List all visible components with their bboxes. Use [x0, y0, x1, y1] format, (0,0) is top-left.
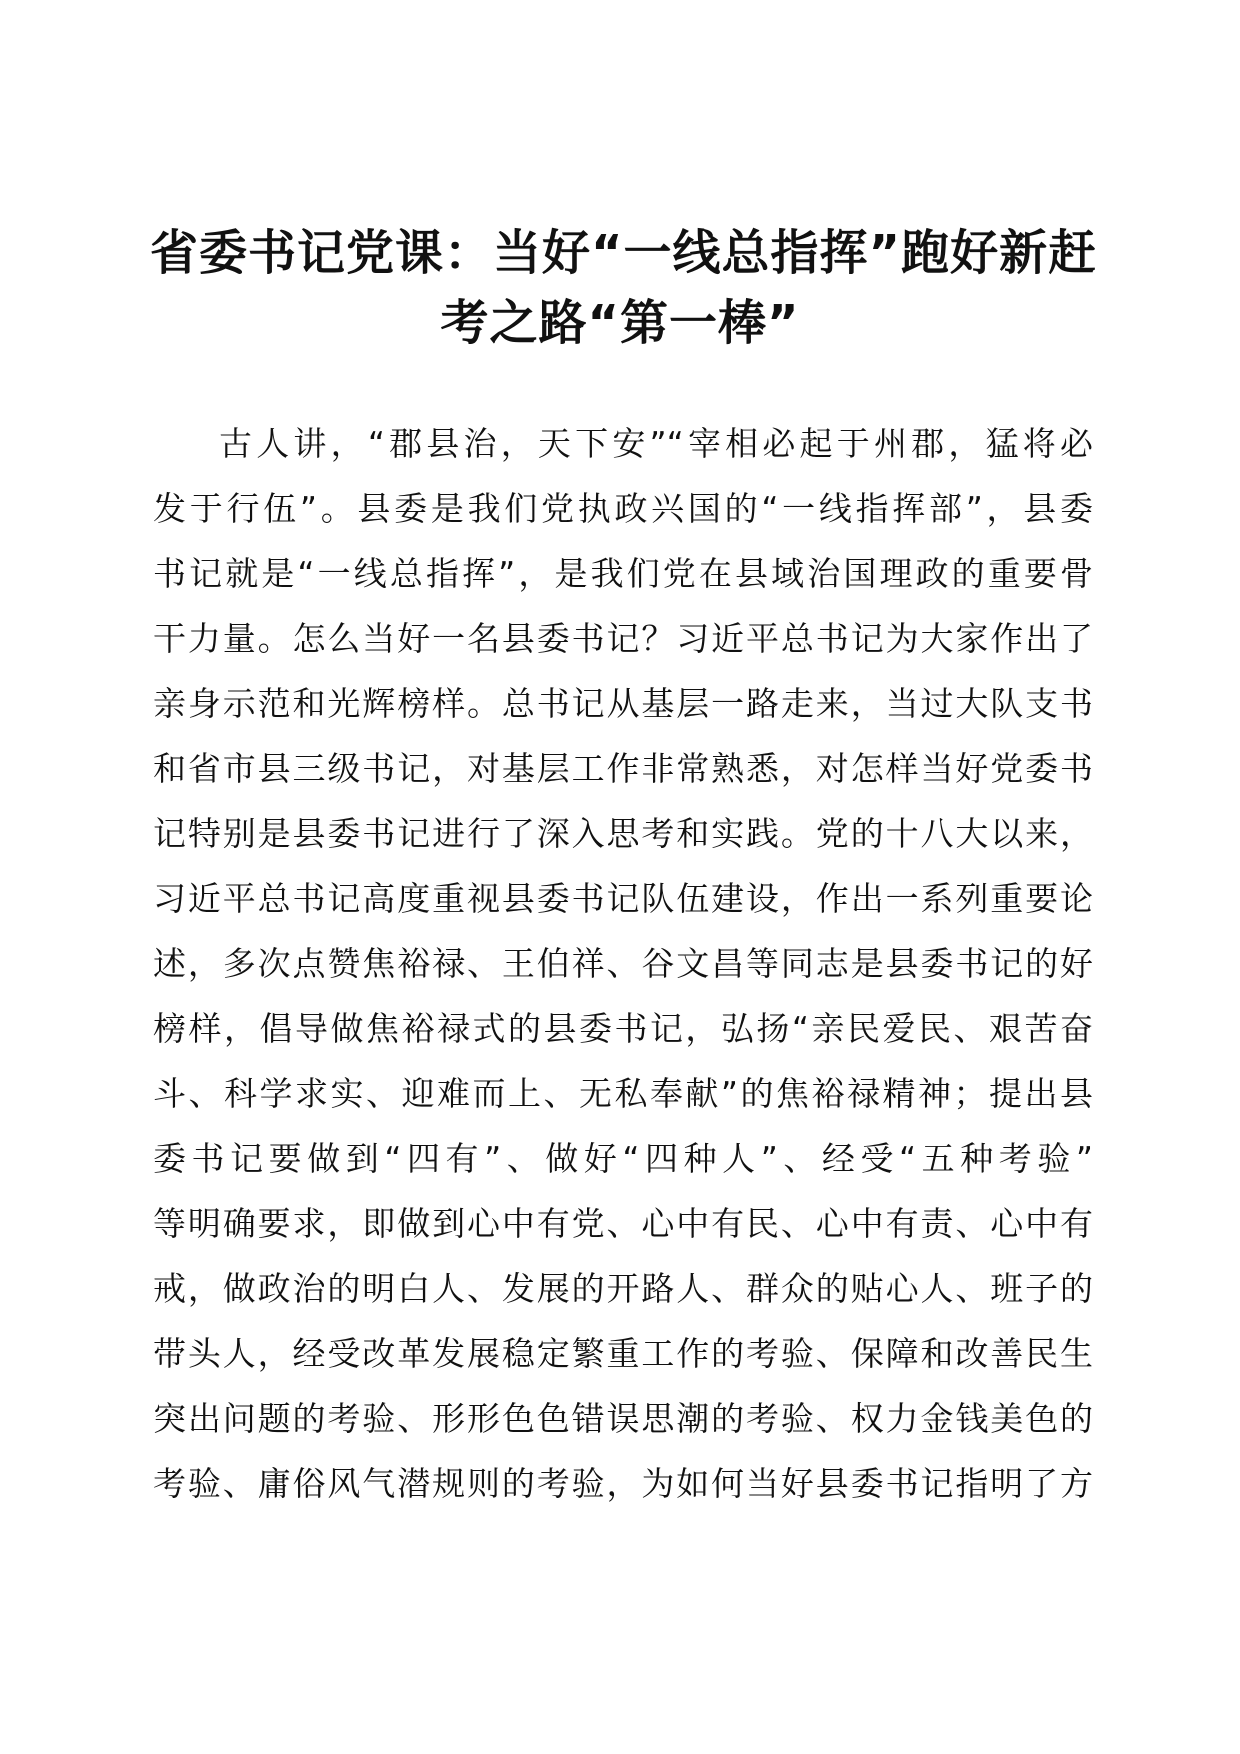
- body-paragraph: [153, 411, 1093, 1516]
- paragraph-line: 古人讲，“郡县治，天下安”“宰相必起于州郡，猛将必: [219, 424, 1093, 463]
- paragraph-line: 书记就是“一线总指挥”，是我们党在县域治国理政的重要骨: [153, 554, 1093, 593]
- title-line: 省委书记党课：当好“一线总指挥”跑好新赶: [150, 225, 1098, 281]
- paragraph-line: 委书记要做到“四有”、做好“四种人”、经受“五种考验”: [153, 1139, 1093, 1178]
- paragraph-line: 习近平总书记高度重视县委书记队伍建设，作出一系列重要论: [153, 879, 1093, 918]
- paragraph-line: 等明确要求，即做到心中有党、心中有民、心中有责、心中有: [153, 1204, 1093, 1243]
- paragraph-line: 榜样，倡导做焦裕禄式的县委书记，弘扬“亲民爱民、艰苦奋: [153, 1009, 1093, 1048]
- paragraph-line: 斗、科学求实、迎难而上、无私奉献”的焦裕禄精神；提出县: [153, 1074, 1093, 1113]
- paragraph-line: 干力量。怎么当好一名县委书记？习近平总书记为大家作出了: [153, 619, 1093, 658]
- paragraph-line: 发于行伍”。县委是我们党执政兴国的“一线指挥部”，县委: [153, 489, 1093, 528]
- paragraph-line: 戒，做政治的明白人、发展的开路人、群众的贴心人、班子的: [153, 1269, 1093, 1308]
- paragraph-line: 述，多次点赞焦裕禄、王伯祥、谷文昌等同志是县委书记的好: [153, 944, 1093, 983]
- paragraph-line: 亲身示范和光辉榜样。总书记从基层一路走来，当过大队支书: [153, 684, 1093, 723]
- title-line: 考之路“第一棒”: [440, 295, 800, 351]
- paragraph-line: 突出问题的考验、形形色色错误思潮的考验、权力金钱美色的: [153, 1399, 1093, 1438]
- paragraph-line: 和省市县三级书记，对基层工作非常熟悉，对怎样当好党委书: [153, 749, 1093, 788]
- paragraph-line: 考验、庸俗风气潜规则的考验，为如何当好县委书记指明了方: [153, 1464, 1093, 1503]
- document-title: [150, 218, 1098, 358]
- paragraph-line: 记特别是县委书记进行了深入思考和实践。党的十八大以来，: [153, 814, 1093, 853]
- paragraph-line: 带头人，经受改革发展稳定繁重工作的考验、保障和改善民生: [153, 1334, 1093, 1373]
